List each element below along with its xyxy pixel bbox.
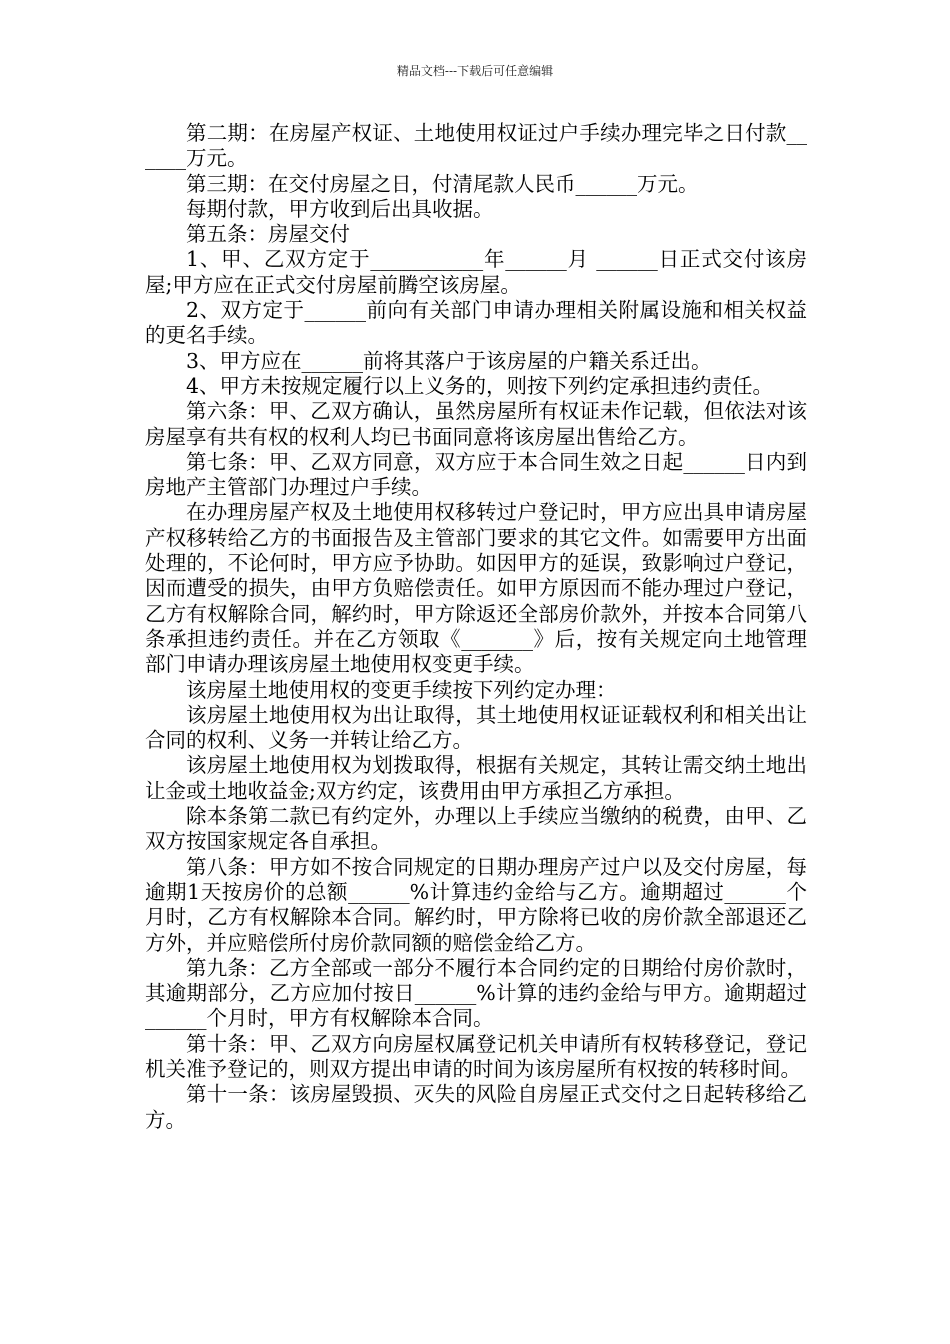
page-header: 精品文档---下载后可任意编辑 — [396, 64, 554, 78]
paragraph: 4、甲方未按规定履行以上义务的，则按下列约定承担违约责任。 — [186, 373, 774, 398]
paragraph: 该房屋土地使用权为划拨取得，根据有关规定，其转让需交纳土地出让金或土地收益金;双方约定，该费用由甲方承担乙方承担。 — [145, 753, 807, 803]
section-heading: 第五条：房屋交付 — [186, 222, 350, 247]
paragraph: 1、甲、乙双方定于___________年______月 ______日正式交付该房屋;甲方应在正式交付房屋前腾空该房屋。 — [145, 247, 807, 297]
paragraph: 第十一条：该房屋毁损、灭失的风险自房屋正式交付之日起转移给乙方。 — [145, 1082, 807, 1132]
paragraph: 该房屋土地使用权为出让取得，其土地使用权证证载权利和相关出让合同的权利、义务一并转让给乙方。 — [145, 702, 807, 753]
paragraph: 第七条：甲、乙双方同意，双方应于本合同生效之日起______日内到房地产主管部门办理过户手续。 — [145, 449, 807, 500]
paragraph: 该房屋土地使用权的变更手续按下列约定办理： — [186, 677, 617, 702]
paragraph: 2、双方定于______前向有关部门申请办理相关附属设施和相关权益的更名手续。 — [145, 298, 807, 348]
paragraph: 第八条：甲方如不按合同规定的日期办理房产过户以及交付房屋，每逾期1天按房价的总额______%计算违约金给与乙方。逾期超过______个月时，乙方有权解除本合同。解约时，甲方除将已收的房价款全部退还乙方外，并应赔偿所付房价款同额的赔偿金给乙方。 — [145, 854, 807, 955]
paragraph: 第九条：乙方全部或一部分不履行本合同约定的日期给付房价款时，其逾期部分，乙方应加付按日______%计算的违约金给与甲方。逾期超过______个月时，甲方有权解除本合同。 — [145, 955, 807, 1031]
document-body — [145, 121, 807, 1133]
paragraph: 第三期：在交付房屋之日，付清尾款人民币______万元。 — [186, 171, 699, 196]
paragraph: 3、甲方应在______前将其落户于该房屋的户籍关系迁出。 — [186, 348, 712, 373]
paragraph: 在办理房屋产权及土地使用权移转过户登记时，甲方应出具申请房屋产权移转给乙方的书面报告及主管部门要求的其它文件。如需要甲方出面处理的，不论何时，甲方应予协助。如因甲方的延误，致影响过户登记，因而遭受的损失，由甲方负赔偿责任。如甲方原因而不能办理过户登记，乙方有权解除合同，解约时，甲方除返还全部房价款外，并按本合同第八条承担违约责任。并在乙方领取《_______》后，按有关规定向土地管理部门申请办理该房屋土地使用权变更手续。 — [145, 500, 807, 677]
paragraph: 第十条：甲、乙双方向房屋权属登记机关申请所有权转移登记，登记机关准予登记的，则双方提出申请的时间为该房屋所有权按的转移时间。 — [145, 1031, 807, 1081]
paragraph: 第二期：在房屋产权证、土地使用权证过户手续办理完毕之日付款______万元。 — [145, 121, 807, 171]
paragraph: 第六条：甲、乙双方确认，虽然房屋所有权证未作记载，但依法对该房屋享有共有权的权利人均已书面同意将该房屋出售给乙方。 — [145, 399, 807, 449]
paragraph: 除本条第二款已有约定外，办理以上手续应当缴纳的税费，由甲、乙双方按国家规定各自承担。 — [145, 804, 807, 854]
paragraph: 每期付款，甲方收到后出具收据。 — [186, 196, 494, 221]
